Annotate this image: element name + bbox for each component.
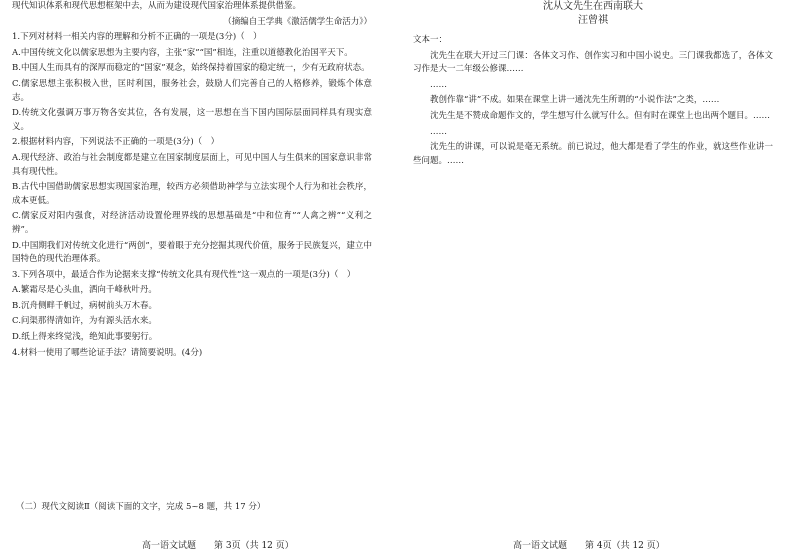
q3-option-d: D.纸上得来终觉浅，绝知此事要躬行。 [12, 332, 158, 343]
page-4-column [413, 0, 773, 551]
text-label: 文本一： [413, 35, 448, 45]
article-title: 沈从文先生在西南联大 [543, 1, 643, 12]
article-author: 汪曾祺 [578, 15, 608, 26]
q2-option-c: C.儒家反对阳内强食，对经济活动设置伦理界线的思想基础是“中和位育”“人禽之辨”“义利之辨”。 [12, 211, 372, 235]
page-3-column [12, 0, 372, 551]
article-paragraph: …… [430, 79, 447, 90]
article-paragraph: 沈先生的讲课，可以说是毫无系统。前已说过，他大都是看了学生的作业，就这些作业讲一些问题。…… [413, 142, 773, 166]
q2-stem: 2.根据材料内容，下列说法不正确的一项是(3分)（ ） [12, 137, 220, 148]
q3-option-c: C.问渠那得清如许，为有源头活水来。 [12, 316, 157, 327]
question-3 [12, 269, 372, 345]
q1-stem: 1.下列对材料一相关内容的理解和分析不正确的一项是(3分)（ ） [12, 32, 262, 43]
q2-option-b: B.古代中国借助儒家思想实现国家治理，较西方必须借助神学与立法实现个人行为和社会秩序，成本更低。 [12, 182, 372, 206]
q1-option-a: A.中国传统文化以儒家思想为主要内容，主张“家”“国”相连，注重以道德教化治国平天下。 [12, 47, 353, 58]
question-2 [12, 136, 372, 266]
q1-option-d: D.传统文化强调万事万物各安其位，各有发展，这一思想在当下国内国际层面同样具有现实意义。 [12, 108, 372, 132]
article-paragraph: …… [430, 126, 447, 137]
article-paragraph: 沈先生在联大开过三门课：各体文习作、创作实习和中国小说史。三门课我都选了，各体文习作是大一二年级公修课…… [413, 50, 773, 75]
q3-option-b: B.沉舟侧畔千帆过，病树前头万木春。 [12, 300, 157, 311]
q3-stem: 3.下列各项中，最适合作为论据来支撑“传统文化具有现代性”这一观点的一项是(3分)（ ） [12, 269, 356, 280]
article-paragraph: 教创作靠“讲”不成。如果在课堂上讲一通沈先生所谓的“小说作法”之类，…… [430, 95, 720, 106]
source-citation: （摘编自王学典《激活儒学生命活力》） [223, 16, 372, 27]
page-footer-left: 高一语文试题 第 3页（共 12 页） [142, 541, 294, 551]
q1-option-c: C.儒家思想主张积极入世，匡时利国，服务社会，鼓励人们完善自己的人格修养，锻炼个体意志。 [12, 78, 372, 103]
q3-option-a: A.繁霜尽是心头血，洒向千峰秋叶丹。 [12, 285, 157, 296]
q2-option-a: A.现代经济、政治与社会制度都是建立在国家制度层面上，可见中国人与生俱来的国家意识非常具有现代性。 [12, 152, 372, 177]
question-4: 4.材料一使用了哪些论证手法？请简要说明。(4分) [12, 347, 203, 358]
intro-text: 现代知识体系和现代思想框架中去，从而为建设现代国家治理体系提供借鉴。 [12, 1, 302, 11]
q1-option-b: B.中国人生而具有的深厚而稳定的“国家”观念，始终保持着国家的稳定统一，少有无政府状态。 [12, 63, 370, 74]
page-footer-right: 高一语文试题 第 4页（共 12 页） [513, 541, 665, 551]
question-1 [12, 31, 372, 134]
q2-option-d: D.中国期我们对传统文化进行“两创”，要着眼于充分挖掘其现代价值，服务于民族复兴，建立中国特色的现代治理体系。 [12, 240, 372, 265]
article-paragraph: 沈先生是不赞成命题作文的，学生想写什么就写什么。但有时在课堂上也出两个题目。…… [430, 110, 771, 121]
section-heading: （二）现代文阅读Ⅱ（阅读下面的文字，完成 5~8 题，共 17 分） [16, 502, 266, 512]
